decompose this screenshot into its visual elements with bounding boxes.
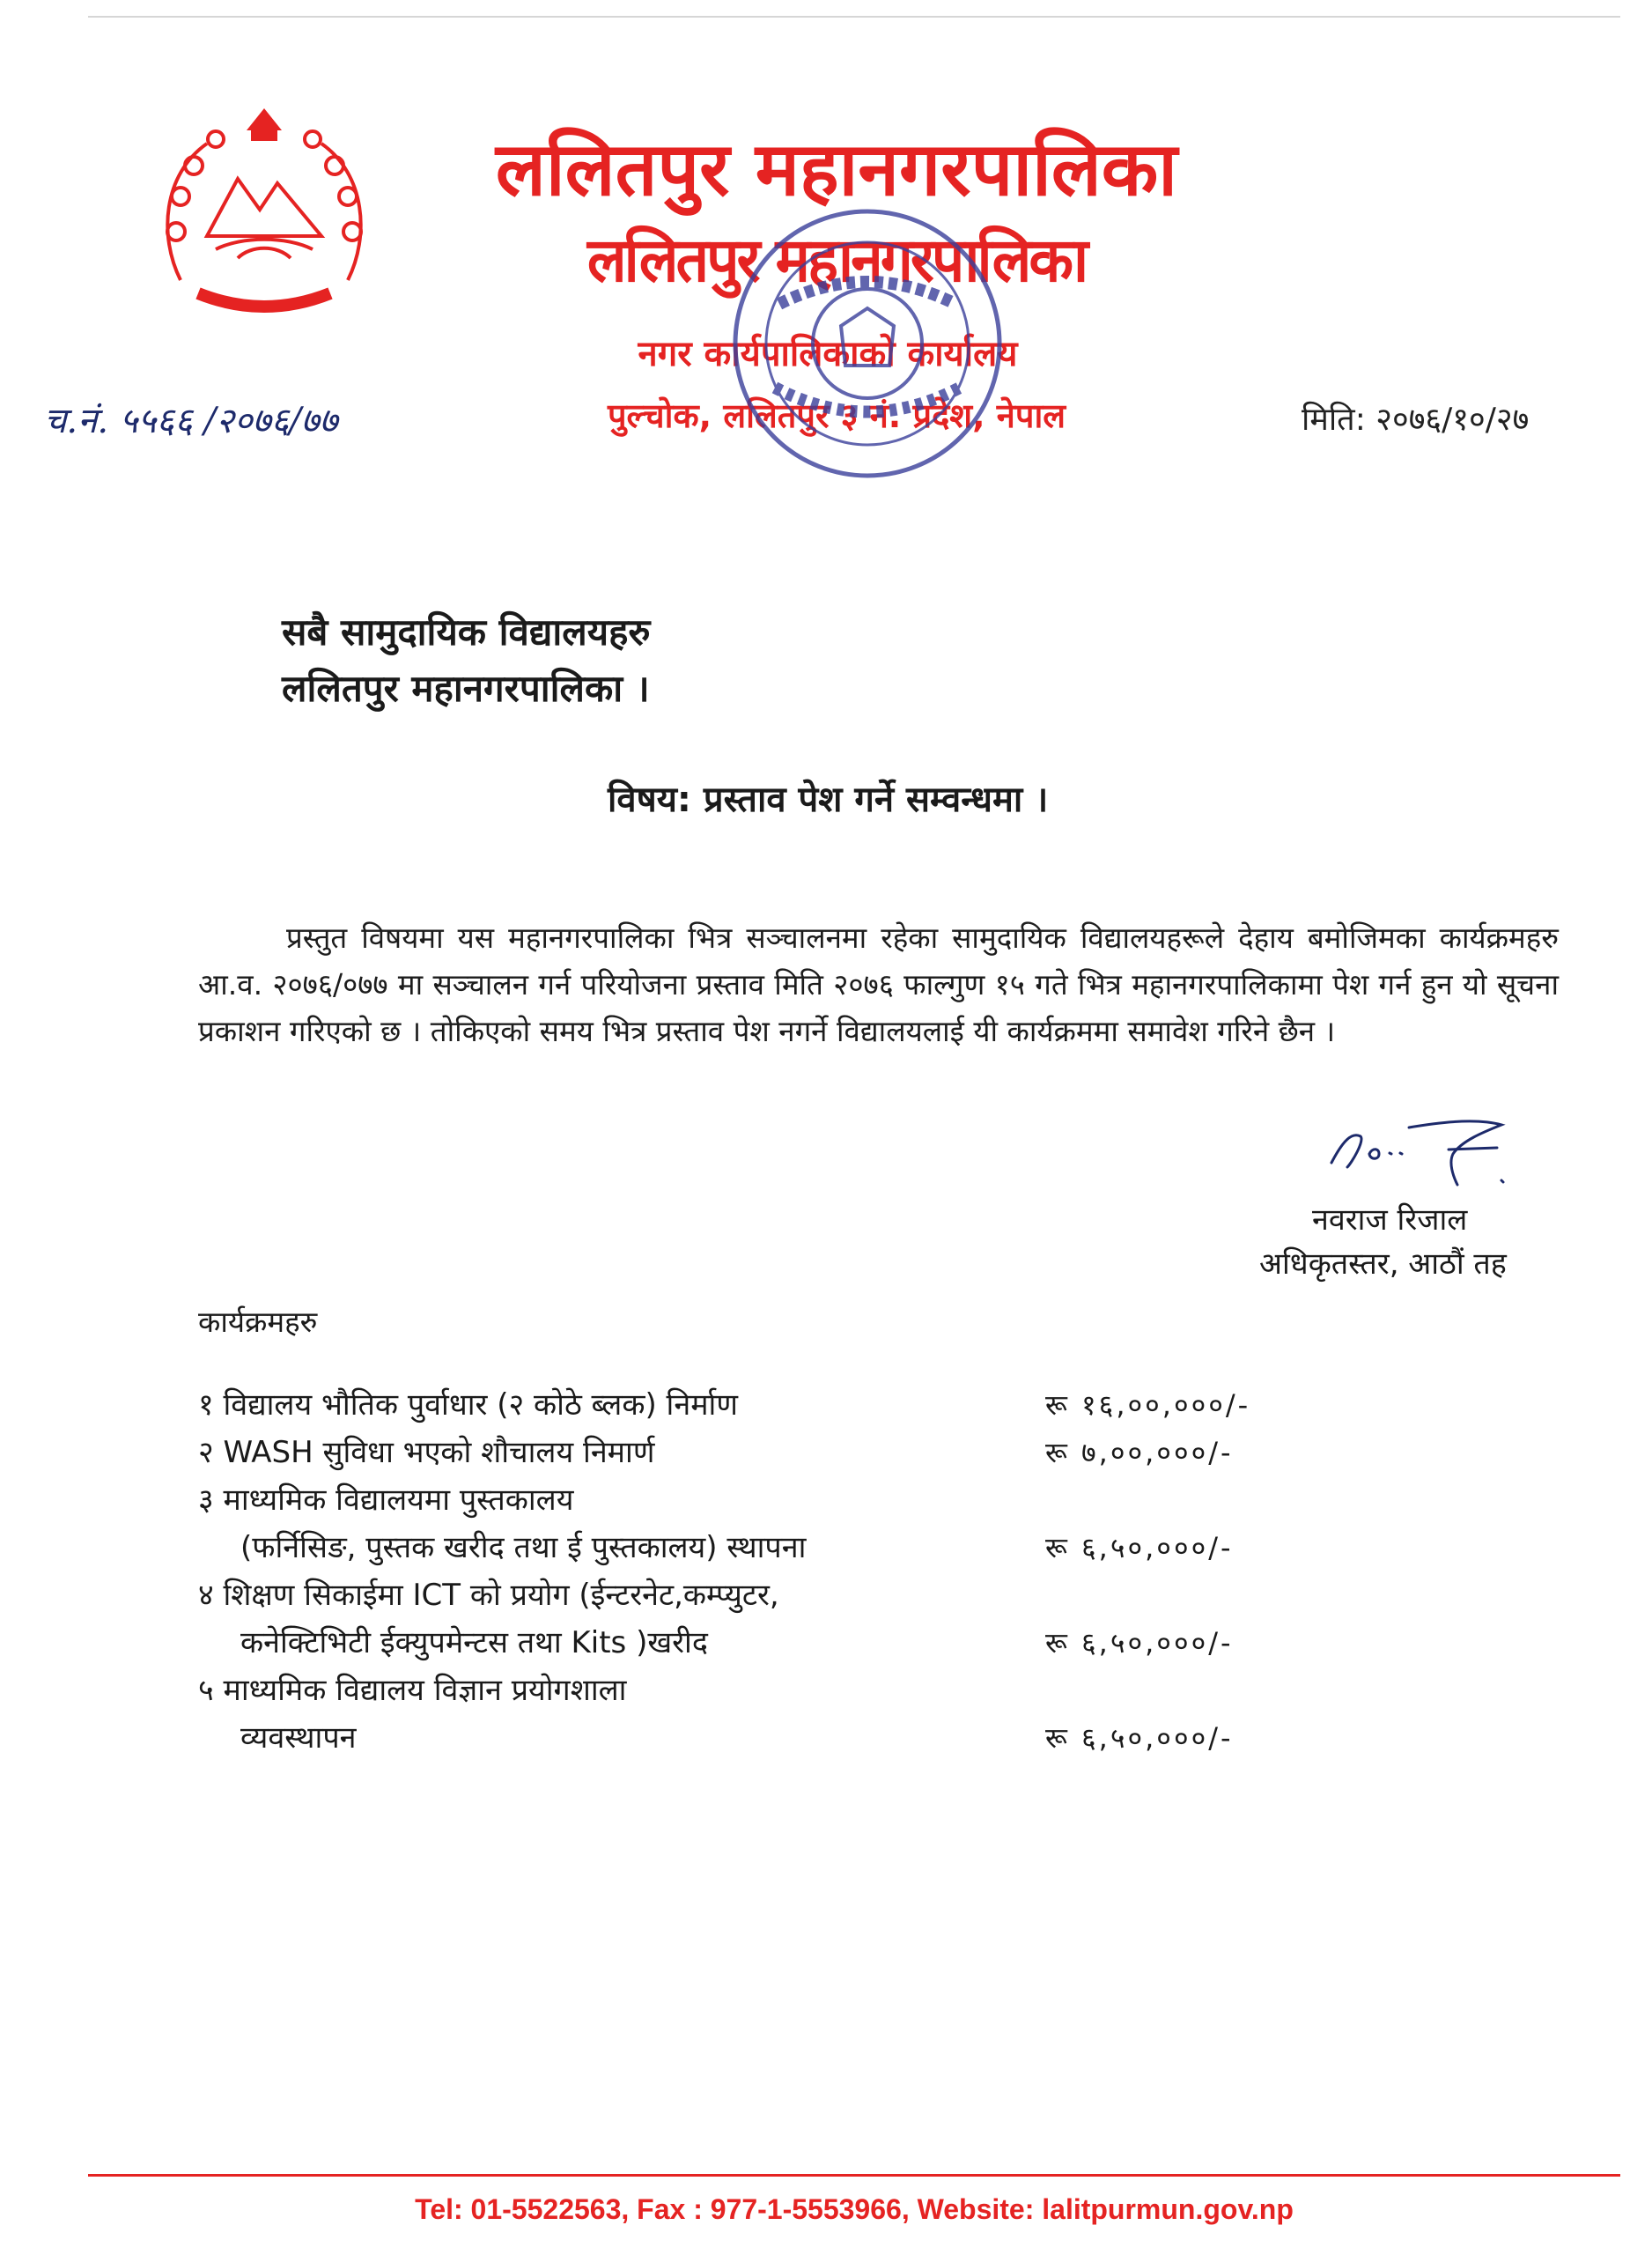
body-text: प्रस्तुत विषयमा यस महानगरपालिका भित्र सञ्चालनमा रहेका सामुदायिक विद्यालयहरूले देहाय बमोजिमका कार्यक्रमहरु आ.व. २०७६/०७७ मा सञ्चालन गर्न परियोजना प्रस्ताव मिति २०७६ फाल्गुण १५ गते भित्र महानगरपालिकामा पेश गर्न हुन यो सूचना प्रकाशन गरिएको छ । तोकिएको समय भित्र प्रस्ताव पेश नगर्ने विद्यालयलाई यी कार्यक्रममा समावेश गरिने छैन । [198,920,1559,1048]
program-title-continued: व्यवस्थापन [240,1720,357,1756]
programs-heading: कार्यक्रमहरु [198,1305,318,1339]
program-amount: रू ७,००,०००/- [1045,1436,1234,1469]
program-list [198,1381,1308,1762]
subject-line: विषय: प्रस्ताव पेश गर्ने सम्वन्धमा । [608,780,1049,820]
program-title-continued: कनेक्टिभिटी ईक्युपमेन्टस तथा Kits )खरीद [240,1625,708,1660]
program-item [198,1476,1308,1571]
signatory-post: अधिकृतस्तर, आठौं तह [1259,1246,1507,1282]
handwritten-signature [1321,1114,1523,1202]
program-title: ४ शिक्षण सिकाईमा ICT को प्रयोग (ईन्टरनेट,कम्प्युटर, [198,1578,779,1613]
program-title: २ WASH सुविधा भएको शौचालय निमार्ण [198,1435,655,1470]
program-amount: रू ६,५०,०००/- [1045,1721,1234,1755]
official-seal-stamp [722,198,1013,489]
program-item [198,1381,1308,1429]
body-paragraph [198,914,1559,1054]
footer-divider [88,2174,1620,2177]
program-title: ५ माध्यमिक विद्यालय विज्ञान प्रयोगशाला [198,1673,627,1708]
organization-title: ललितपुर महानगरपालिका [495,125,1178,212]
program-amount: रू ६,५०,०००/- [1045,1626,1234,1660]
program-amount: रू १६,००,०००/- [1045,1388,1251,1422]
nepal-emblem-icon [154,104,374,324]
signatory-name: नवराज रिजाल [1312,1202,1468,1238]
page-top-border [88,16,1620,18]
program-amount: रू ६,५०,०००/- [1045,1531,1234,1564]
program-title: १ विद्यालय भौतिक पुर्वाधार (२ कोठे ब्लक) निर्माण [198,1387,738,1423]
program-title-continued: (फर्निसिङ, पुस्तक खरीद तथा ई पुस्तकालय) स्थापना [240,1530,807,1565]
program-title: ३ माध्यमिक विद्यालयमा पुस्तकालय [198,1482,574,1518]
office-name: नगर कार्यपालिकाको कार्यालय [638,334,1018,374]
letter-date: मिति: २०७६/१०/२७ [1302,402,1530,438]
program-item [198,1667,1308,1762]
organization-title-stylized: ललितपुर महानगरपालिका [586,224,1087,296]
footer-contact-info: Tel: 01-5522563, Fax : 977-1-5553966, Website: lalitpurmun.gov.np [415,2193,1294,2225]
office-address: पुल्चोक, ललितपुर ३ नं. प्रदेश, नेपाल [607,396,1066,435]
reference-number: च.नं. ५५६६ /२०७६/७७ [44,401,338,441]
program-item [198,1571,1308,1667]
addressee-line: ललितपुर महानगरपालिका । [282,667,650,710]
addressee-block [282,604,651,717]
program-item [198,1429,1308,1476]
addressee-line: सबै सामुदायिक विद्यालयहरु [282,610,651,654]
